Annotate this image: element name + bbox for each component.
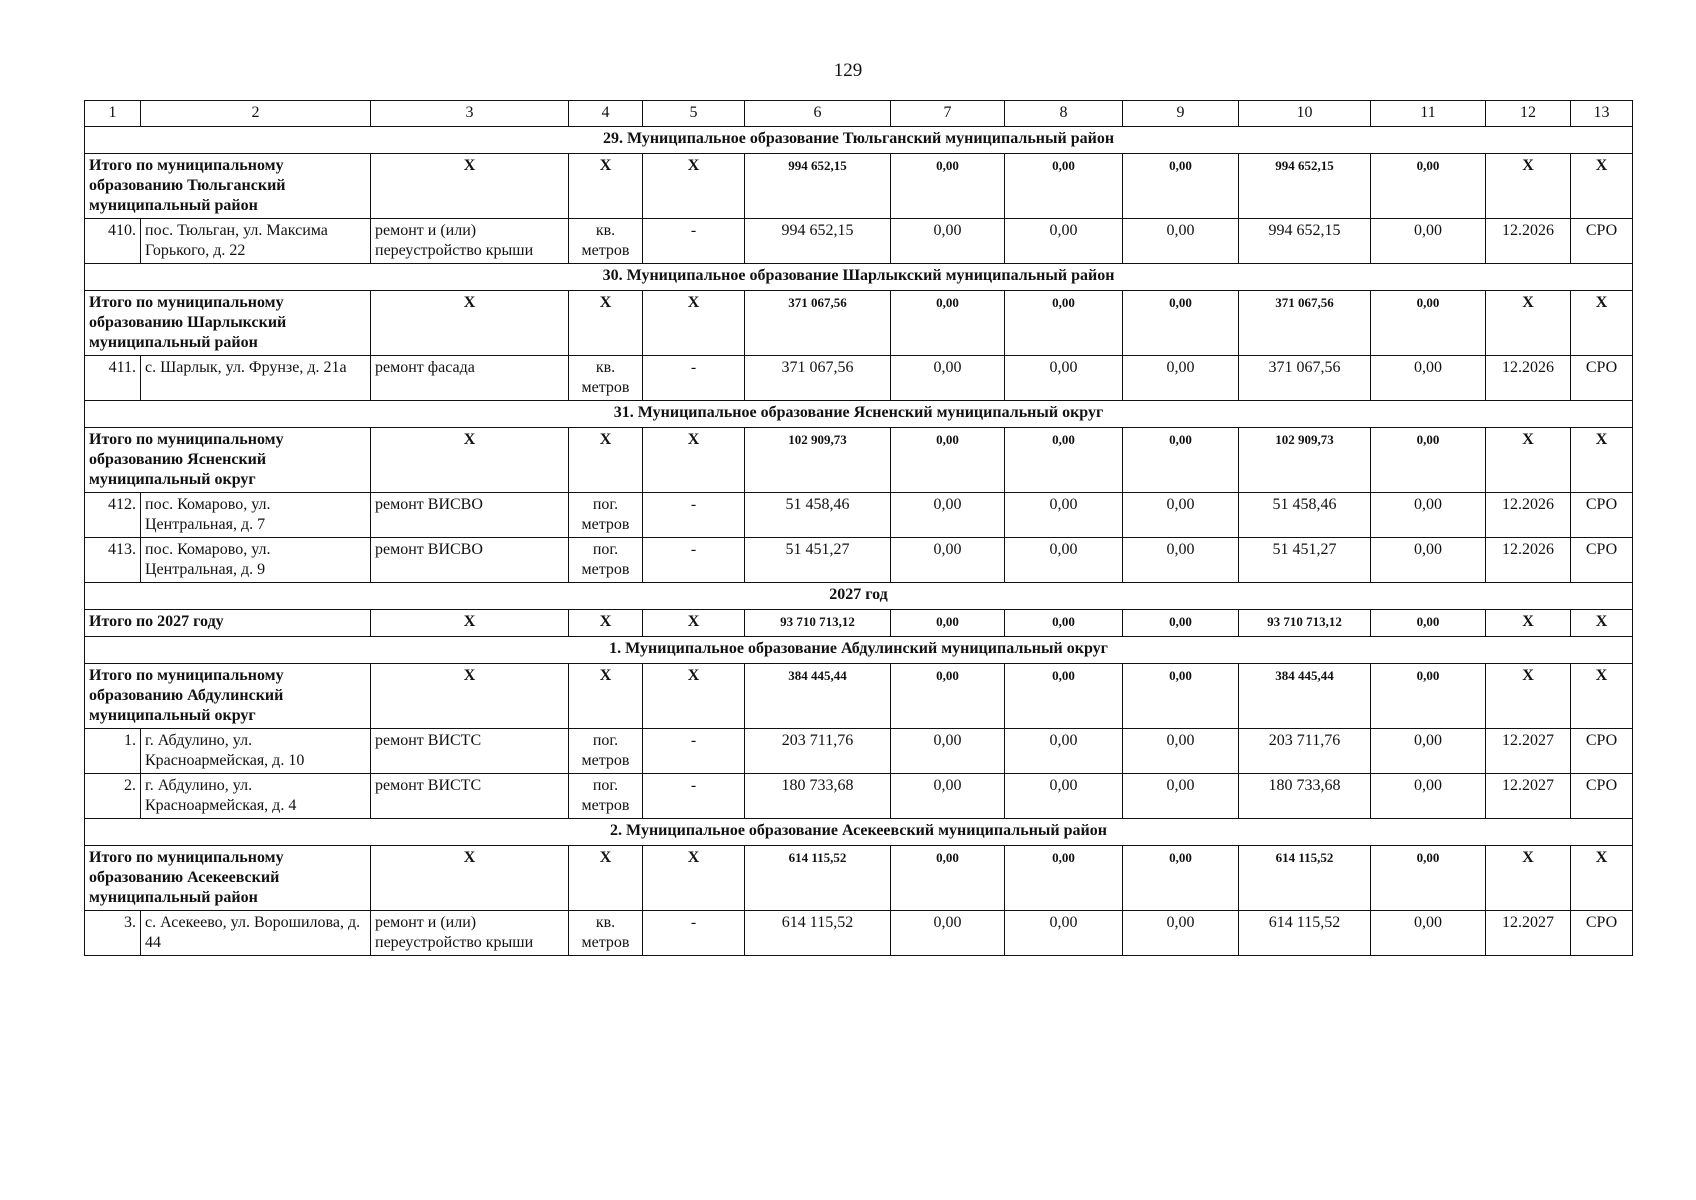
unit-cell: кв. метров <box>569 219 643 264</box>
unit-cell: пог. метров <box>569 538 643 583</box>
cell-c8: 0,00 <box>1005 729 1123 774</box>
cell-c7: 0,00 <box>891 911 1005 956</box>
cell-c10: 994 652,15 <box>1239 219 1371 264</box>
cell-c5: X <box>643 664 745 729</box>
method-cell: СРО <box>1571 729 1633 774</box>
method-cell: СРО <box>1571 493 1633 538</box>
address-cell: с. Шарлык, ул. Фрунзе, д. 21а <box>141 356 371 401</box>
section-header-row <box>85 264 1633 291</box>
address-cell: г. Абдулино, ул. Красноармейская, д. 4 <box>141 774 371 819</box>
cell-c8: 0,00 <box>1005 911 1123 956</box>
column-number: 3 <box>371 101 569 127</box>
table-row <box>85 538 1633 583</box>
column-number: 6 <box>745 101 891 127</box>
unit-cell: пог. метров <box>569 729 643 774</box>
cell-c11: 0,00 <box>1371 774 1486 819</box>
total-label: Итого по муниципальному образованию Абдулинский муниципальный округ <box>85 664 371 729</box>
cell-c11: 0,00 <box>1371 610 1486 637</box>
column-number: 5 <box>643 101 745 127</box>
section-title: 30. Муниципальное образование Шарлыкский муниципальный район <box>85 264 1633 291</box>
cell-c4: X <box>569 664 643 729</box>
cell-c8: 0,00 <box>1005 219 1123 264</box>
cell-c5: - <box>643 356 745 401</box>
cell-c8: 0,00 <box>1005 664 1123 729</box>
cell-c6: 51 458,46 <box>745 493 891 538</box>
cell-c11: 0,00 <box>1371 846 1486 911</box>
cell-c12: X <box>1486 154 1571 219</box>
cell-c7: 0,00 <box>891 219 1005 264</box>
column-number: 8 <box>1005 101 1123 127</box>
total-row <box>85 846 1633 911</box>
table-row <box>85 356 1633 401</box>
cell-c11: 0,00 <box>1371 219 1486 264</box>
cell-c4: X <box>569 610 643 637</box>
cell-c7: 0,00 <box>891 493 1005 538</box>
cell-c13: X <box>1571 610 1633 637</box>
address-cell: пос. Комарово, ул. Центральная, д. 9 <box>141 538 371 583</box>
cell-c6: 93 710 713,12 <box>745 610 891 637</box>
cell-c9: 0,00 <box>1123 911 1239 956</box>
cell-c7: 0,00 <box>891 538 1005 583</box>
cell-c9: 0,00 <box>1123 664 1239 729</box>
cell-c9: 0,00 <box>1123 219 1239 264</box>
cell-c6: 614 115,52 <box>745 846 891 911</box>
cell-c11: 0,00 <box>1371 538 1486 583</box>
cell-c5: - <box>643 729 745 774</box>
cell-c3: X <box>371 610 569 637</box>
total-row <box>85 428 1633 493</box>
address-cell: пос. Комарово, ул. Центральная, д. 7 <box>141 493 371 538</box>
method-cell: СРО <box>1571 911 1633 956</box>
total-label: Итого по муниципальному образованию Тюльганский муниципальный район <box>85 154 371 219</box>
cell-c6: 994 652,15 <box>745 154 891 219</box>
row-number: 2. <box>85 774 141 819</box>
cell-c13: X <box>1571 291 1633 356</box>
deadline-cell: 12.2027 <box>1486 729 1571 774</box>
cell-c11: 0,00 <box>1371 428 1486 493</box>
work-type-cell: ремонт ВИСВО <box>371 493 569 538</box>
cell-c6: 203 711,76 <box>745 729 891 774</box>
cell-c10: 384 445,44 <box>1239 664 1371 729</box>
method-cell: СРО <box>1571 219 1633 264</box>
capital-repair-table <box>84 100 1633 956</box>
cell-c5: X <box>643 291 745 356</box>
cell-c10: 180 733,68 <box>1239 774 1371 819</box>
address-cell: с. Асекеево, ул. Ворошилова, д. 44 <box>141 911 371 956</box>
cell-c11: 0,00 <box>1371 493 1486 538</box>
cell-c6: 384 445,44 <box>745 664 891 729</box>
cell-c12: X <box>1486 291 1571 356</box>
table-row <box>85 219 1633 264</box>
cell-c7: 0,00 <box>891 610 1005 637</box>
total-label: Итого по муниципальному образованию Ясненский муниципальный округ <box>85 428 371 493</box>
method-cell: СРО <box>1571 356 1633 401</box>
work-type-cell: ремонт фасада <box>371 356 569 401</box>
column-number: 9 <box>1123 101 1239 127</box>
cell-c3: X <box>371 291 569 356</box>
cell-c4: X <box>569 291 643 356</box>
deadline-cell: 12.2026 <box>1486 356 1571 401</box>
cell-c3: X <box>371 154 569 219</box>
cell-c7: 0,00 <box>891 664 1005 729</box>
method-cell: СРО <box>1571 538 1633 583</box>
unit-cell: пог. метров <box>569 493 643 538</box>
cell-c10: 203 711,76 <box>1239 729 1371 774</box>
cell-c10: 994 652,15 <box>1239 154 1371 219</box>
cell-c5: - <box>643 774 745 819</box>
cell-c5: - <box>643 538 745 583</box>
cell-c7: 0,00 <box>891 774 1005 819</box>
cell-c11: 0,00 <box>1371 154 1486 219</box>
column-number: 13 <box>1571 101 1633 127</box>
cell-c4: X <box>569 428 643 493</box>
cell-c12: X <box>1486 428 1571 493</box>
cell-c7: 0,00 <box>891 729 1005 774</box>
cell-c7: 0,00 <box>891 291 1005 356</box>
cell-c7: 0,00 <box>891 846 1005 911</box>
section-header-row <box>85 401 1633 428</box>
cell-c8: 0,00 <box>1005 610 1123 637</box>
section-header-row <box>85 637 1633 664</box>
cell-c5: - <box>643 219 745 264</box>
cell-c8: 0,00 <box>1005 846 1123 911</box>
total-label: Итого по муниципальному образованию Асекеевский муниципальный район <box>85 846 371 911</box>
row-number: 1. <box>85 729 141 774</box>
deadline-cell: 12.2026 <box>1486 493 1571 538</box>
cell-c8: 0,00 <box>1005 538 1123 583</box>
work-type-cell: ремонт ВИСТС <box>371 774 569 819</box>
section-title: 1. Муниципальное образование Абдулинский муниципальный округ <box>85 637 1633 664</box>
row-number: 412. <box>85 493 141 538</box>
cell-c8: 0,00 <box>1005 774 1123 819</box>
cell-c11: 0,00 <box>1371 291 1486 356</box>
cell-c9: 0,00 <box>1123 428 1239 493</box>
column-number-row <box>85 101 1633 127</box>
cell-c11: 0,00 <box>1371 729 1486 774</box>
cell-c6: 371 067,56 <box>745 356 891 401</box>
cell-c3: X <box>371 664 569 729</box>
cell-c4: X <box>569 154 643 219</box>
cell-c11: 0,00 <box>1371 911 1486 956</box>
total-row <box>85 291 1633 356</box>
cell-c9: 0,00 <box>1123 610 1239 637</box>
cell-c5: X <box>643 154 745 219</box>
cell-c6: 614 115,52 <box>745 911 891 956</box>
cell-c10: 371 067,56 <box>1239 291 1371 356</box>
deadline-cell: 12.2027 <box>1486 911 1571 956</box>
page-number: 129 <box>833 60 863 81</box>
cell-c8: 0,00 <box>1005 428 1123 493</box>
unit-cell: кв. метров <box>569 356 643 401</box>
deadline-cell: 12.2026 <box>1486 538 1571 583</box>
section-title: 29. Муниципальное образование Тюльганский муниципальный район <box>85 127 1633 154</box>
method-cell: СРО <box>1571 774 1633 819</box>
address-cell: пос. Тюльган, ул. Максима Горького, д. 22 <box>141 219 371 264</box>
cell-c7: 0,00 <box>891 154 1005 219</box>
table-row <box>85 729 1633 774</box>
cell-c9: 0,00 <box>1123 729 1239 774</box>
cell-c3: X <box>371 846 569 911</box>
address-cell: г. Абдулино, ул. Красноармейская, д. 10 <box>141 729 371 774</box>
row-number: 3. <box>85 911 141 956</box>
cell-c6: 102 909,73 <box>745 428 891 493</box>
cell-c11: 0,00 <box>1371 664 1486 729</box>
cell-c13: X <box>1571 428 1633 493</box>
section-title: 2027 год <box>85 583 1633 610</box>
cell-c9: 0,00 <box>1123 493 1239 538</box>
work-type-cell: ремонт ВИСТС <box>371 729 569 774</box>
cell-c9: 0,00 <box>1123 774 1239 819</box>
column-number: 11 <box>1371 101 1486 127</box>
deadline-cell: 12.2026 <box>1486 219 1571 264</box>
total-label: Итого по 2027 году <box>85 610 371 637</box>
cell-c10: 614 115,52 <box>1239 846 1371 911</box>
cell-c9: 0,00 <box>1123 291 1239 356</box>
table-row <box>85 493 1633 538</box>
work-type-cell: ремонт и (или) переустройство крыши <box>371 911 569 956</box>
unit-cell: кв. метров <box>569 911 643 956</box>
table-row <box>85 911 1633 956</box>
cell-c10: 614 115,52 <box>1239 911 1371 956</box>
section-title: 31. Муниципальное образование Ясненский муниципальный округ <box>85 401 1633 428</box>
cell-c6: 180 733,68 <box>745 774 891 819</box>
cell-c10: 51 451,27 <box>1239 538 1371 583</box>
cell-c13: X <box>1571 154 1633 219</box>
cell-c5: X <box>643 610 745 637</box>
cell-c12: X <box>1486 610 1571 637</box>
row-number: 410. <box>85 219 141 264</box>
column-number: 10 <box>1239 101 1371 127</box>
cell-c4: X <box>569 846 643 911</box>
section-header-row <box>85 583 1633 610</box>
cell-c10: 371 067,56 <box>1239 356 1371 401</box>
cell-c10: 51 458,46 <box>1239 493 1371 538</box>
cell-c9: 0,00 <box>1123 846 1239 911</box>
cell-c6: 51 451,27 <box>745 538 891 583</box>
cell-c10: 93 710 713,12 <box>1239 610 1371 637</box>
column-number: 12 <box>1486 101 1571 127</box>
unit-cell: пог. метров <box>569 774 643 819</box>
cell-c12: X <box>1486 664 1571 729</box>
cell-c7: 0,00 <box>891 356 1005 401</box>
cell-c8: 0,00 <box>1005 291 1123 356</box>
column-number: 4 <box>569 101 643 127</box>
cell-c5: X <box>643 846 745 911</box>
cell-c8: 0,00 <box>1005 154 1123 219</box>
section-title: 2. Муниципальное образование Асекеевский муниципальный район <box>85 819 1633 846</box>
cell-c12: X <box>1486 846 1571 911</box>
total-row <box>85 664 1633 729</box>
cell-c7: 0,00 <box>891 428 1005 493</box>
cell-c13: X <box>1571 846 1633 911</box>
cell-c10: 102 909,73 <box>1239 428 1371 493</box>
column-number: 2 <box>141 101 371 127</box>
cell-c5: X <box>643 428 745 493</box>
cell-c6: 994 652,15 <box>745 219 891 264</box>
cell-c5: - <box>643 493 745 538</box>
column-number: 1 <box>85 101 141 127</box>
cell-c5: - <box>643 911 745 956</box>
cell-c8: 0,00 <box>1005 356 1123 401</box>
cell-c3: X <box>371 428 569 493</box>
cell-c9: 0,00 <box>1123 154 1239 219</box>
cell-c9: 0,00 <box>1123 356 1239 401</box>
cell-c8: 0,00 <box>1005 493 1123 538</box>
total-row <box>85 154 1633 219</box>
cell-c6: 371 067,56 <box>745 291 891 356</box>
section-header-row <box>85 819 1633 846</box>
row-number: 411. <box>85 356 141 401</box>
column-number: 7 <box>891 101 1005 127</box>
section-header-row <box>85 127 1633 154</box>
cell-c11: 0,00 <box>1371 356 1486 401</box>
cell-c9: 0,00 <box>1123 538 1239 583</box>
table-row <box>85 774 1633 819</box>
work-type-cell: ремонт и (или) переустройство крыши <box>371 219 569 264</box>
deadline-cell: 12.2027 <box>1486 774 1571 819</box>
total-row <box>85 610 1633 637</box>
work-type-cell: ремонт ВИСВО <box>371 538 569 583</box>
cell-c13: X <box>1571 664 1633 729</box>
row-number: 413. <box>85 538 141 583</box>
total-label: Итого по муниципальному образованию Шарлыкский муниципальный район <box>85 291 371 356</box>
